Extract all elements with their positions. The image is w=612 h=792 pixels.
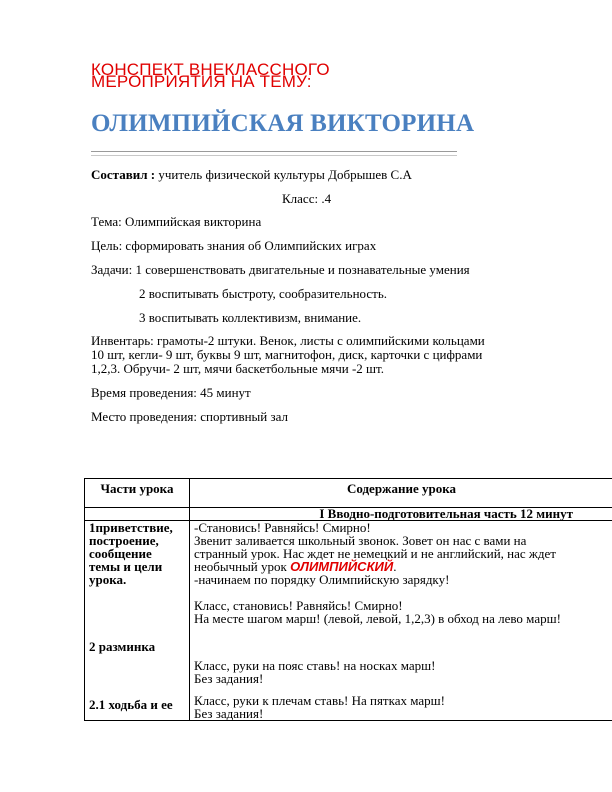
goal-line: Цель: сформировать знания об Олимпийских играх (91, 238, 377, 253)
col-header-content: Содержание урока (190, 479, 612, 508)
table-header-row (85, 479, 612, 508)
part-greeting: 1приветствие, построение, сообщение темы и цели урока. (89, 520, 173, 587)
content-line: -начинаем по порядку Олимпийскую зарядку! (194, 572, 450, 587)
col-header-parts: Части урока (85, 479, 190, 508)
tasks-line-2: 2 воспитывать быстроту, сообразительность. (139, 286, 388, 301)
parts-cell (85, 521, 190, 721)
theme-line: Тема: Олимпийская викторина (91, 214, 262, 229)
inventory-line-3: 1,2,3. Обручи- 2 шт, мячи баскетбольные мячи -2 шт. (91, 361, 384, 376)
content-line: Класс, становись! Равняйсь! Смирно! (194, 598, 403, 613)
table-row (85, 521, 612, 721)
author-line (91, 167, 412, 183)
section-row (85, 508, 612, 521)
content-line: Без задания! (194, 671, 264, 686)
part-walking: 2.1 ходьба и ее (89, 697, 173, 712)
document-kicker: КОНСПЕКТ ВНЕКЛАССНОГО МЕРОПРИЯТИЯ НА ТЕМУ: (91, 60, 330, 91)
content-line: странный урок. Нас ждет не немецкий и не английский, нас ждет (194, 547, 556, 560)
content-line: Без задания! (194, 706, 264, 721)
content-line: На месте шагом марш! (левой, левой, 1,2,3) в обход на лево марш! (194, 611, 561, 626)
section-row-left (85, 508, 190, 521)
lesson-table (84, 478, 612, 721)
author-text: учитель физической культуры Добрышев С.А (155, 167, 412, 182)
section-header: I Вводно-подготовительная часть 12 минут (190, 508, 612, 521)
title-divider (91, 151, 457, 156)
inventory-line-1: Инвентарь: грамоты-2 штуки. Венок, листы с олимпийскими кольцами (91, 333, 485, 348)
tasks-line-1: Задачи: 1 совершенствовать двигательные и познавательные умения (91, 262, 470, 277)
content-line: Класс, руки на пояс ставь! на носках марш! (194, 658, 436, 673)
content-cell (190, 521, 612, 721)
content-line: Класс, руки к плечам ставь! На пятках марш! (194, 693, 445, 708)
olympic-highlight: ОЛИМПИЙСКИЙ (290, 559, 394, 574)
document-title: ОЛИМПИЙСКАЯ ВИКТОРИНА (91, 110, 475, 137)
content-text: . (393, 559, 397, 574)
place-line: Место проведения: спортивный зал (91, 409, 289, 424)
content-line: -Становись! Равняйсь! Смирно! (194, 520, 371, 535)
content-text: необычный урок (194, 559, 291, 574)
class-line: Класс: .4 (282, 191, 332, 206)
author-label: Составил : (91, 167, 156, 182)
content-line: Звенит заливается школьный звонок. Зовет он нас с вами на (194, 533, 527, 548)
inventory-line-2: 10 шт, кегли- 9 шт, буквы 9 шт, магнитофон, диск, карточки с цифрами (91, 347, 483, 362)
duration-line: Время проведения: 45 минут (91, 385, 251, 400)
part-warmup: 2 разминка (89, 639, 156, 654)
tasks-line-3: 3 воспитывать коллективизм, внимание. (139, 310, 362, 325)
